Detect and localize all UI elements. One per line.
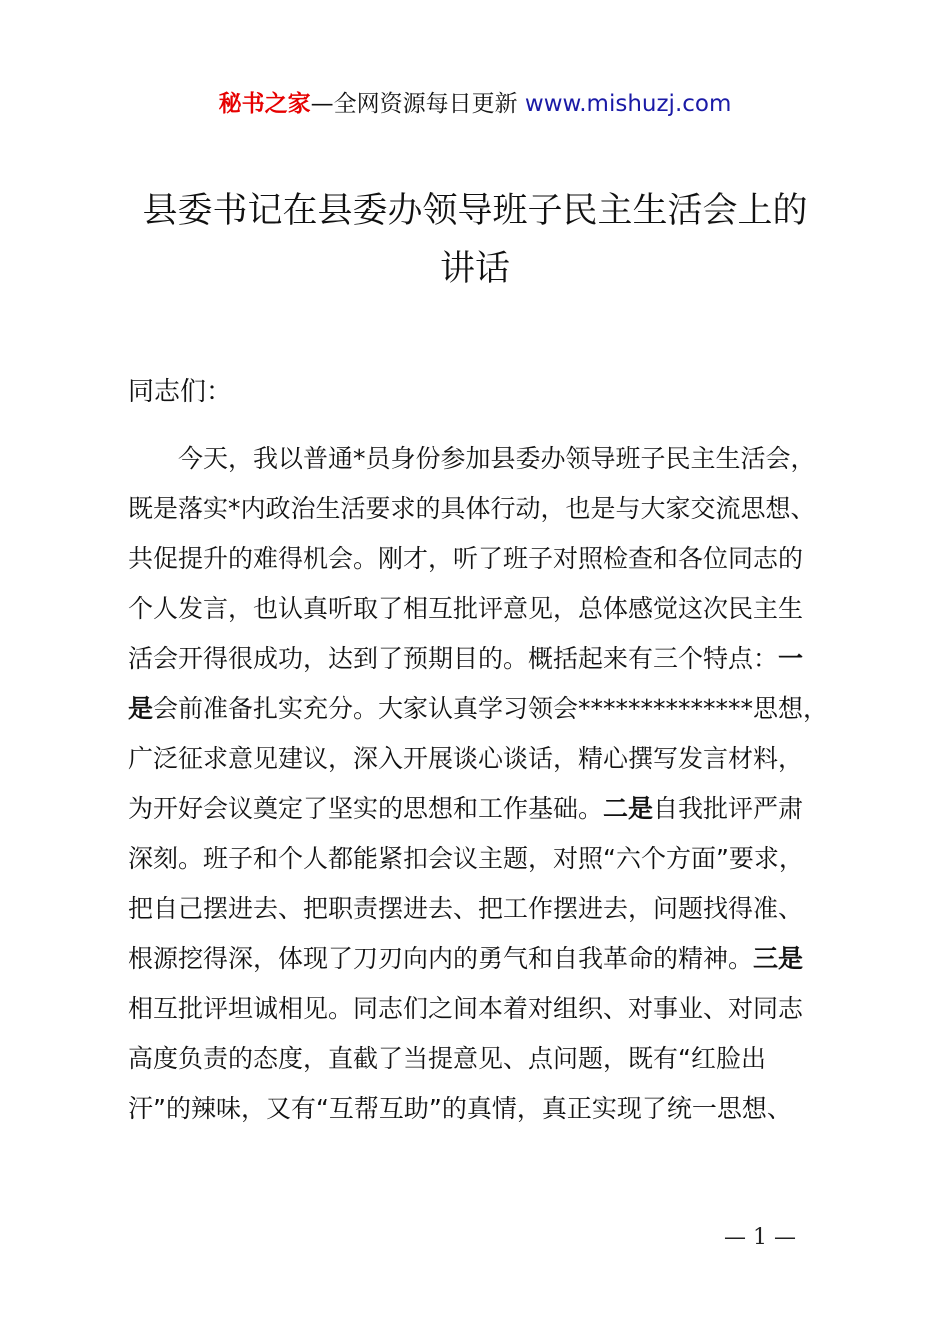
body-line xyxy=(128,584,850,634)
body-line xyxy=(128,634,850,684)
body-line xyxy=(128,934,850,984)
body-text-segment: 相互批评坦诚相见。同志们之间本着对组织、对事业、对同志 xyxy=(128,994,804,1023)
body-text-segment: 广泛征求意见建议，深入开展谈心谈话，精心撰写发言材料， xyxy=(128,744,804,773)
document-title xyxy=(0,182,950,298)
banner-tagline: —全网资源每日更新 xyxy=(310,91,525,117)
body-line xyxy=(128,884,850,934)
emphasis-text: 三是 xyxy=(753,944,804,973)
body-text-segment: 自我批评严肃 xyxy=(653,794,804,823)
title-line-2: 讲话 xyxy=(439,249,510,289)
body-line xyxy=(128,684,850,734)
emphasis-text: 是 xyxy=(128,694,154,723)
body-line xyxy=(128,734,850,784)
salutation: 同志们： xyxy=(128,377,233,407)
body-text-segment: 根源挖得深，体现了刀刃向内的勇气和自我革命的精神。 xyxy=(128,944,754,973)
body-line xyxy=(128,834,850,884)
brand-name: 秘书之家 xyxy=(218,91,311,117)
page-number: — 1 — xyxy=(724,1225,796,1250)
body-text-segment: 共促提升的难得机会。刚才，听了班子对照检查和各位同志的 xyxy=(128,544,804,573)
site-banner xyxy=(0,86,950,122)
body-text-segment: 个人发言，也认真听取了相互批评意见，总体感觉这次民主生 xyxy=(128,594,804,623)
body-text-segment: 深刻。班子和个人都能紧扣会议主题，对照“六个方面”要求， xyxy=(128,844,804,873)
body-line xyxy=(128,534,850,584)
body-text-segment: 今天，我以普通*员身份参加县委办领导班子民主生活会， xyxy=(178,444,816,473)
title-line-1: 县委书记在县委办领导班子民主生活会上的 xyxy=(142,191,808,231)
website-url[interactable]: www.mishuzj.com xyxy=(524,91,732,117)
body-line xyxy=(128,1034,850,1084)
body-text-segment: 会前准备扎实充分。大家认真学习领会**************思想， xyxy=(153,694,829,723)
emphasis-text: 二是 xyxy=(603,794,654,823)
body-text-segment: 汗”的辣味，又有“互帮互助”的真情，真正实现了统一思想、 xyxy=(128,1094,792,1123)
body-line xyxy=(128,484,850,534)
body-text-segment: 把自己摆进去、把职责摆进去、把工作摆进去，问题找得准、 xyxy=(128,894,804,923)
body-line xyxy=(128,1084,850,1134)
emphasis-text: 一 xyxy=(778,644,804,673)
body-text-segment: 为开好会议奠定了坚实的思想和工作基础。 xyxy=(128,794,604,823)
body-text-segment: 高度负责的态度，直截了当提意见、点问题，既有“红脸出 xyxy=(128,1044,766,1073)
body-line xyxy=(128,984,850,1034)
body-paragraph xyxy=(128,434,850,1134)
body-line xyxy=(128,784,850,834)
body-line xyxy=(128,434,850,484)
body-text-segment: 既是落实*内政治生活要求的具体行动，也是与大家交流思想、 xyxy=(128,494,816,523)
body-text-segment: 活会开得很成功，达到了预期目的。概括起来有三个特点： xyxy=(128,644,779,673)
